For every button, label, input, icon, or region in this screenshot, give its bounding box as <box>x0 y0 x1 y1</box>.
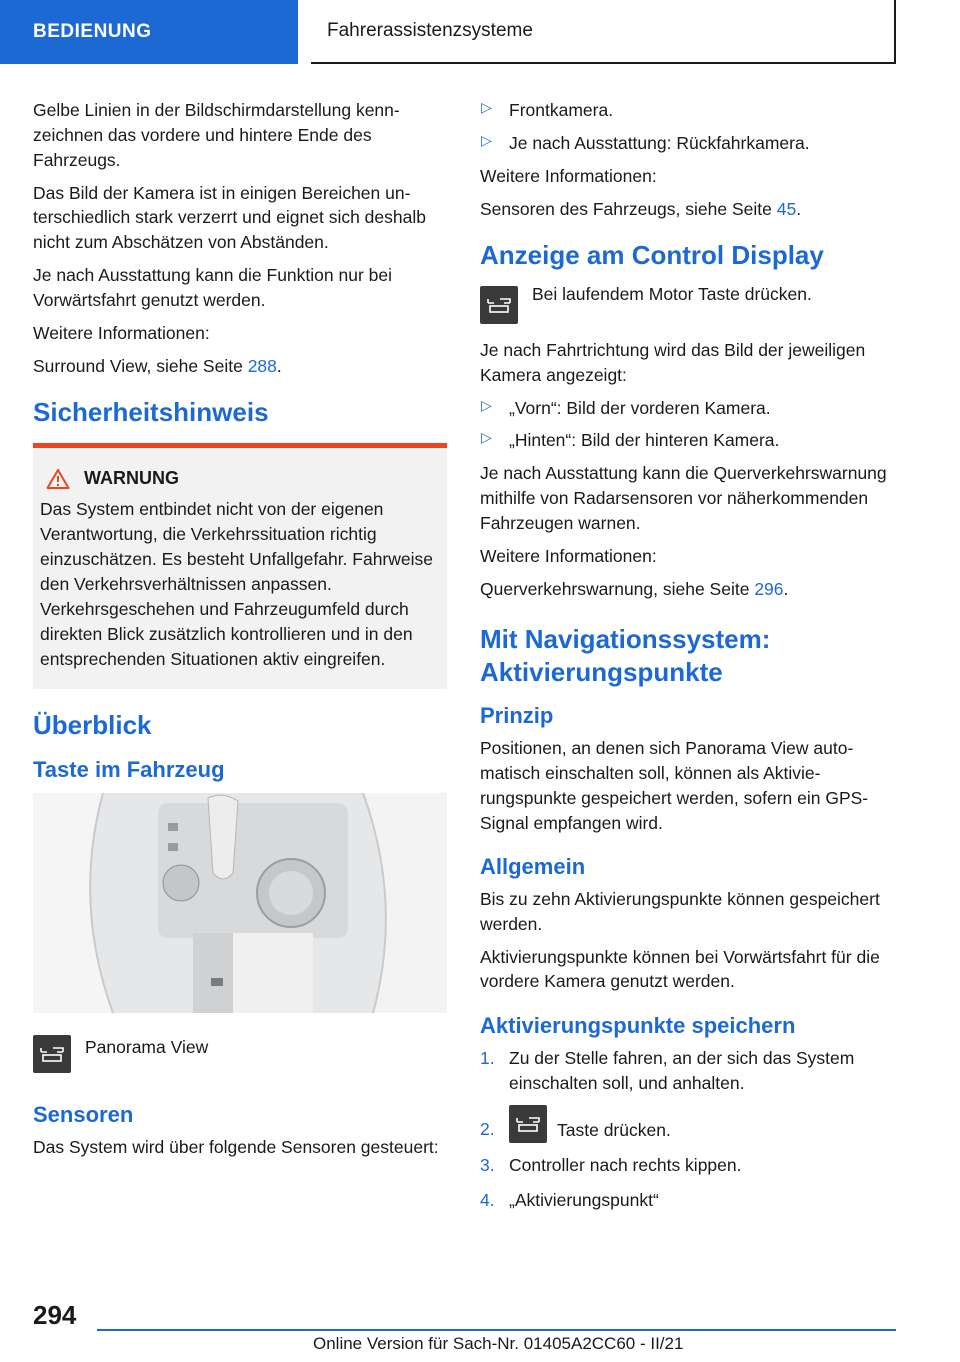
list-item: 4. „Aktivierungspunkt“ <box>480 1190 659 1211</box>
warning-label: WARNUNG <box>84 467 179 488</box>
heading-save-points: Aktivierungspunkte speichern <box>480 1013 796 1039</box>
footer-version: Online Version für Sach-Nr. 01405A2CC60 - II/21 <box>313 1334 684 1353</box>
center-console-illustration <box>33 793 447 1013</box>
heading-overview: Überblick <box>33 710 152 741</box>
list-item: ▷ Je nach Ausstattung: Rückfahrkamera. <box>481 131 810 153</box>
paragraph: Das System wird über folgende Sensoren gesteuert: <box>33 1136 439 1157</box>
footer-divider <box>97 1329 896 1331</box>
heading-control-display: Anzeige am Control Display <box>480 240 824 271</box>
list-item: 3. Controller nach rechts kippen. <box>480 1155 742 1176</box>
paragraph: Bis zu zehn Aktivierungspunkte können gespeichert werden. <box>480 888 880 934</box>
paragraph: Querverkehrswarnung, siehe Seite 296. <box>480 578 789 599</box>
section-header: BEDIENUNG <box>0 0 298 64</box>
page-link-45[interactable]: 45 <box>776 198 797 219</box>
display-instruction: Bei laufendem Motor Taste drücken. <box>532 283 812 304</box>
paragraph: Je nach Fahrtrichtung wird das Bild der jeweiligen Kamera angezeigt: <box>480 339 866 385</box>
list-item: ▷ „Hinten“: Bild der hinteren Kamera. <box>481 429 780 451</box>
list-item: ▷ „Vorn“: Bild der vorderen Kamera. <box>481 396 771 418</box>
right-column <box>480 98 895 1223</box>
left-column <box>33 98 447 1168</box>
warning-box <box>33 443 447 689</box>
paragraph: Sensoren des Fahrzeugs, siehe Seite 45. <box>480 198 802 219</box>
paragraph: Weitere Informationen: <box>480 165 657 186</box>
heading-sensors: Sensoren <box>33 1102 134 1128</box>
paragraph: Weitere Informationen: <box>480 545 657 566</box>
warning-text: Das System entbindet nicht von der eigenen Verantwortung, die Verkehrssituation richtig einzuschätzen. Es besteht Unfallgefahr. Fahrweise den Verkehrsverhältnissen anpassen. Verkehrsgeschehen und Fahrzeugumfeld durch direkten Blick zusätzlich kontrollieren und in den entsprechenden Situationen aktiv eingreifen. <box>40 499 433 669</box>
heading-navigation: Mit Navigationssystem: Aktivierungspunkte <box>480 624 771 687</box>
heading-principle: Prinzip <box>480 703 554 729</box>
bullet-triangle-icon: ▷ <box>481 99 492 115</box>
panorama-view-camera-icon <box>480 286 518 324</box>
reference-text: Surround View, siehe Seite <box>33 355 248 376</box>
list-item: 2. Taste drücken. <box>480 1105 895 1143</box>
page-link-296[interactable]: 296 <box>754 578 784 599</box>
bullet-triangle-icon: ▷ <box>481 131 492 148</box>
paragraph: Das Bild der Kamera ist in einigen Bereichen unterschiedlich stark verzerrt und eignet sich deshalb nicht zum Abschätzen von Abständen. <box>33 182 426 253</box>
center-console-photo <box>33 793 447 1013</box>
list-item: ▷ Frontkamera. <box>481 99 614 120</box>
display-instruction-row <box>480 283 895 324</box>
page-number: 294 <box>33 1300 77 1330</box>
steps-list <box>480 1046 895 1213</box>
panorama-view-camera-icon <box>33 1035 71 1073</box>
panorama-view-row <box>33 1035 447 1073</box>
paragraph: Weitere Informationen: <box>33 322 210 343</box>
heading-general: Allgemein <box>480 854 586 880</box>
paragraph: Aktivierungspunkte können bei Vorwärtsfahrt für die vordere Kamera genutzt werden. <box>480 946 880 992</box>
paragraph: Surround View, siehe Seite 288. <box>33 355 282 376</box>
heading-button-in-vehicle: Taste im Fahrzeug <box>33 756 225 782</box>
warning-title <box>40 466 440 492</box>
list-item: 1. Zu der Stelle fahren, an der sich das System einschalten soll, und anhalten. <box>480 1047 855 1093</box>
sensor-list <box>480 98 895 156</box>
paragraph: Gelbe Linien in der Bildschirmdarstellung kennzeichnen das vordere und hintere Ende des Fahrzeugs. <box>33 100 400 170</box>
panorama-view-label: Panorama View <box>85 1037 209 1058</box>
direction-list <box>480 396 895 454</box>
warning-triangle-icon <box>46 468 70 490</box>
bullet-triangle-icon: ▷ <box>481 396 492 413</box>
paragraph: Positionen, an denen sich Panorama View automatisch einschalten soll, können als Aktivierungspunkte gespeichert werden, sofern ein GPS-Signal empfangen wird. <box>480 737 869 833</box>
bullet-triangle-icon: ▷ <box>481 429 492 446</box>
paragraph: Je nach Ausstattung kann die Funktion nur bei Vorwärtsfahrt genutzt werden. <box>33 265 392 310</box>
page-link-288[interactable]: 288 <box>247 355 277 376</box>
heading-safety: Sicherheitshinweis <box>33 397 269 428</box>
panorama-view-camera-icon <box>509 1105 547 1143</box>
chapter-header: Fahrerassistenzsysteme <box>311 0 896 64</box>
paragraph: Je nach Ausstattung kann die Querverkehrswarnung mithilfe von Radarsensoren vor näherkommenden Fahrzeugen warnen. <box>480 463 887 533</box>
